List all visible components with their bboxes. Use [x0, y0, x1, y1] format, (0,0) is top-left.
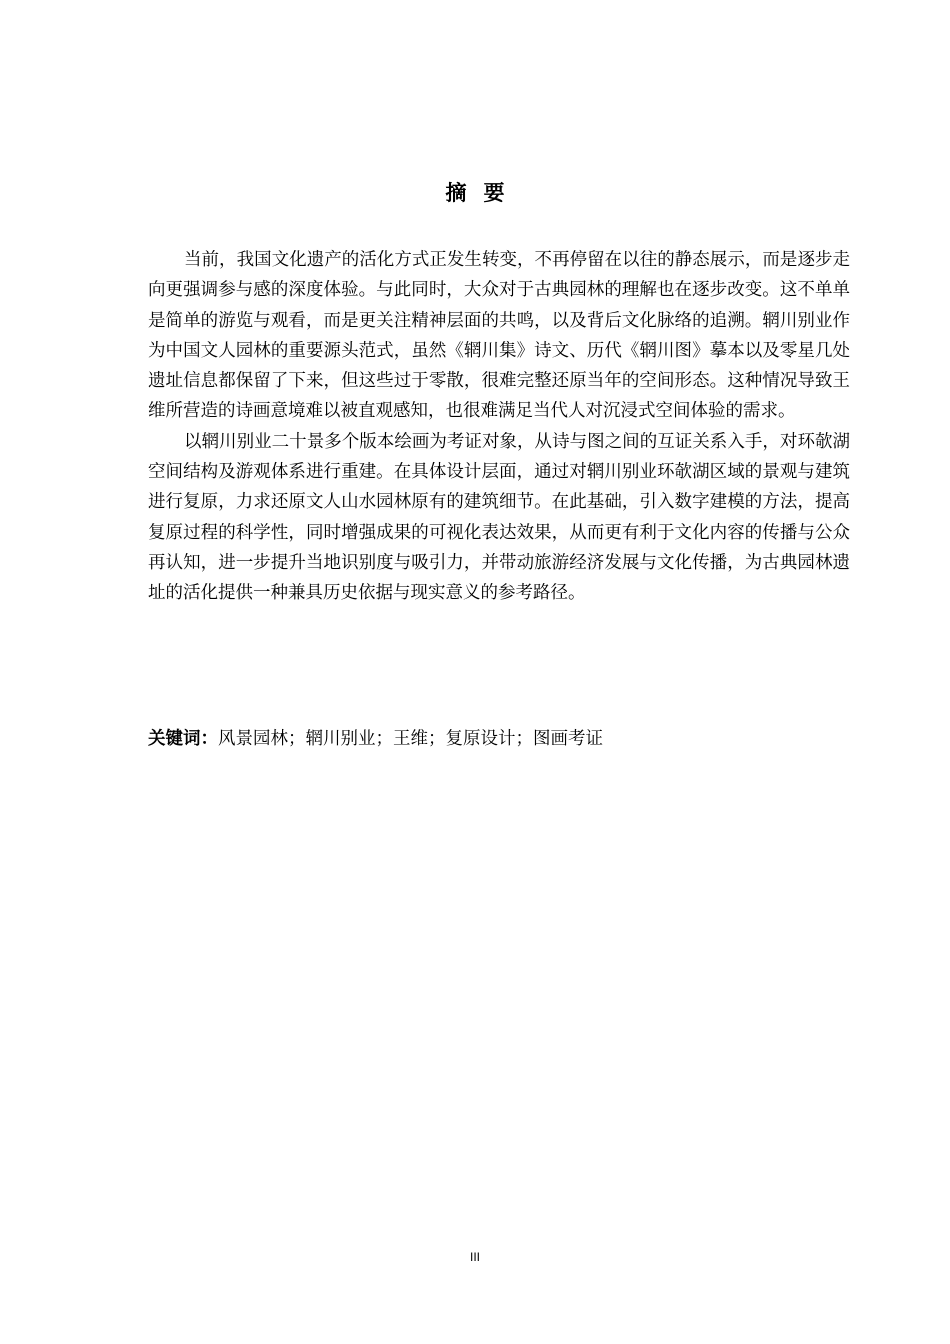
page-title: 摘要 — [445, 181, 522, 205]
abstract-paragraph-1: 当前，我国文化遗产的活化方式正发生转变，不再停留在以往的静态展示，而是逐步走向更强调参与感的深度体验。与此同时，大众对于古典园林的理解也在逐步改变。这不单单是简单的游览与观看，而是更关注精神层面的共鸣，以及背后文化脉络的追溯。辋川别业作为中国文人园林的重要源头范式，虽然《辋川集》诗文、历代《辋川图》摹本以及零星几处遗址信息都保留了下来，但这些过于零散，很难完整还原当年的空间形态。这种情况导致王维所营造的诗画意境难以被直观感知，也很难满足当代人对沉浸式空间体验的需求。 — [148, 250, 850, 422]
page-number: III — [469, 1250, 480, 1264]
keywords-label: 关键词： — [148, 729, 218, 749]
abstract-paragraph-2: 以辋川别业二十景多个版本绘画为考证对象，从诗与图之间的互证关系入手，对环欹湖空间结构及游观体系进行重建。在具体设计层面，通过对辋川别业环欹湖区域的景观与建筑进行复原，力求还原文人山水园林原有的建筑细节。在此基础，引入数字建模的方法，提高复原过程的科学性，同时增强成果的可视化表达效果，从而更有利于文化内容的传播与公众再认知，进一步提升当地识别度与吸引力，并带动旅游经济发展与文化传播，为古典园林遗址的活化提供一种兼具历史依据与现实意义的参考路径。 — [148, 431, 850, 604]
keywords-line — [148, 724, 850, 754]
abstract-body — [148, 245, 850, 609]
keywords-value: 风景园林；辋川别业；王维；复原设计；图画考证 — [218, 729, 603, 749]
